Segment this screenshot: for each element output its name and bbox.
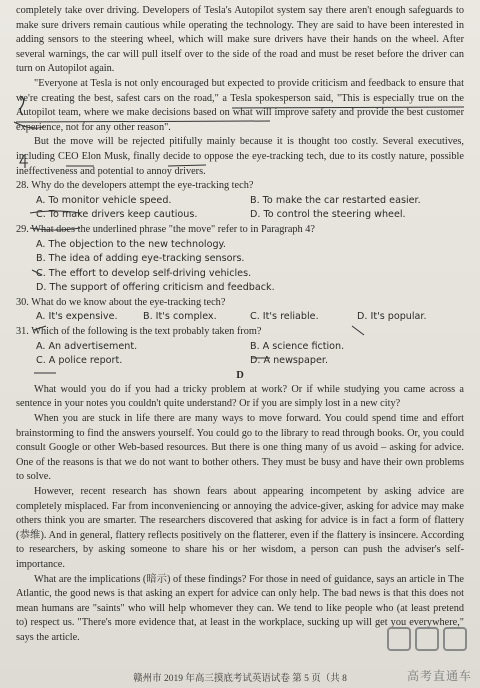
question-30-option-c[interactable]: C. It's reliable. — [250, 311, 319, 323]
question-31-option-b[interactable]: B. A science fiction. — [250, 340, 345, 352]
question-29-option-a[interactable]: A. The objection to the new technology. — [36, 238, 226, 250]
question-30 — [16, 296, 464, 325]
question-31-option-c[interactable]: C. A police report. — [36, 355, 123, 367]
question-29-option-b[interactable]: B. The idea of adding eye-tracking sensors. — [36, 253, 245, 265]
section-d-heading: D — [236, 369, 244, 381]
question-28-stem: 28. Why do the developers attempt the eye-tracking tech? — [16, 180, 254, 192]
page-footer: 赣州市 2019 年高三摸底考试英语试卷 第 5 页（共 8 — [133, 674, 347, 684]
passage-d-paragraph-3: However, recent research has shown fears about appearing incompetent by asking advice are completely misplaced. Far from inconveniencing or annoying the advice-giver, asking for advice may make others think you are smarter. The researchers discovered that asking for advice is in fact a form of flattery (恭维). And in general, flattery reflects positively on the flatterer, even if the flattery is insincere. According to researchers, by asking someone to share his or her wisdom, a person can push the adviser's self-importance. — [16, 486, 464, 570]
passage-c-paragraph-3: completely take over driving. Developers of Tesla's Autopilot system say there aren't enough safeguards to make sure drivers remain cautious while operating the technology. They are said to have been interested in adding sensors to the steering wheel, which will make sure drivers have their hands on the wheel. After several warnings, the car will pull itself over to the side of the road and must be reset before the driver can turn on Autopilot again. — [16, 5, 464, 75]
question-29-option-d[interactable]: D. The support of offering criticism and feedback. — [36, 282, 275, 294]
question-28-option-b[interactable]: B. To make the car restarted easier. — [250, 194, 421, 206]
question-29 — [16, 223, 464, 296]
watermark-text: 高考直通车 — [406, 669, 472, 683]
question-31-stem: 31. Which of the following is the text probably taken from? — [16, 326, 262, 338]
question-31-option-d[interactable]: D. A newspaper. — [250, 355, 329, 367]
question-31-option-a[interactable]: A. An advertisement. — [36, 340, 138, 352]
question-30-stem: 30. What do we know about the eye-tracking tech? — [16, 296, 226, 308]
question-28-option-a[interactable]: A. To monitor vehicle speed. — [36, 194, 172, 206]
passage-d-paragraph-4: What are the implications (暗示) of these findings? For those in need of guidance, says an article in The Atlantic, the good news is that asking an expert for advice can only help. The bad news is that this does not mean humans are "saints" who will help whomever they can. We tend to like people who (at least pretend to) respect us. "There's more evidence that, at least in the workplace, sucking up will get you everywhere," says the article. — [16, 573, 464, 643]
question-31 — [16, 325, 464, 369]
passage-c-paragraph-5: But the move will be rejected pitifully mainly because it is thought too costly. Several executives, including CEO Elon Musk, finally decide to oppose the eye-tracking tech, due to its costly nature, possible ineffectiveness and potential to annoy drivers. — [16, 136, 464, 177]
question-30-option-b[interactable]: B. It's complex. — [143, 311, 217, 323]
question-29-option-c[interactable]: C. The effort to develop self-driving vehicles. — [36, 267, 252, 279]
passage-c-paragraph-4: "Everyone at Tesla is not only encouraged but expected to provide criticism and feedback to ensure that we're creating the best, safest cars on the road," a Tesla spokesperson said, "This is especially true on the Autopilot team, where we make decisions based on what will improve safety and provide the best customer experience, not for any other reason". — [16, 77, 464, 133]
passage-d-paragraph-2: When you are stuck in life there are many ways to move forward. You could spend time and effort brainstorming to find the answers yourself. You could go to the library to read through books. Or, you could consult Google or other Web-based resources. But there is one thing many of us avoid – asking for advice. One of the reasons is that we do not want to bother others. They must be busy and have their own problems to solve. — [16, 413, 464, 483]
question-28 — [16, 179, 464, 223]
question-30-option-d[interactable]: D. It's popular. — [357, 311, 427, 323]
question-28-option-d[interactable]: D. To control the steering wheel. — [250, 209, 406, 221]
question-28-option-c[interactable]: C. To make drivers keep cautious. — [36, 209, 198, 221]
question-30-option-a[interactable]: A. It's expensive. — [36, 311, 118, 323]
passage-d-paragraph-1: What would you do if you had a tricky problem at work? Or if while studying you came across a sentence in your notes you couldn't quite understand? Or if you are simply lost in a new city? — [16, 383, 464, 410]
question-29-stem: 29. What does the underlined phrase "the move" refer to in Paragraph 4? — [16, 223, 316, 235]
